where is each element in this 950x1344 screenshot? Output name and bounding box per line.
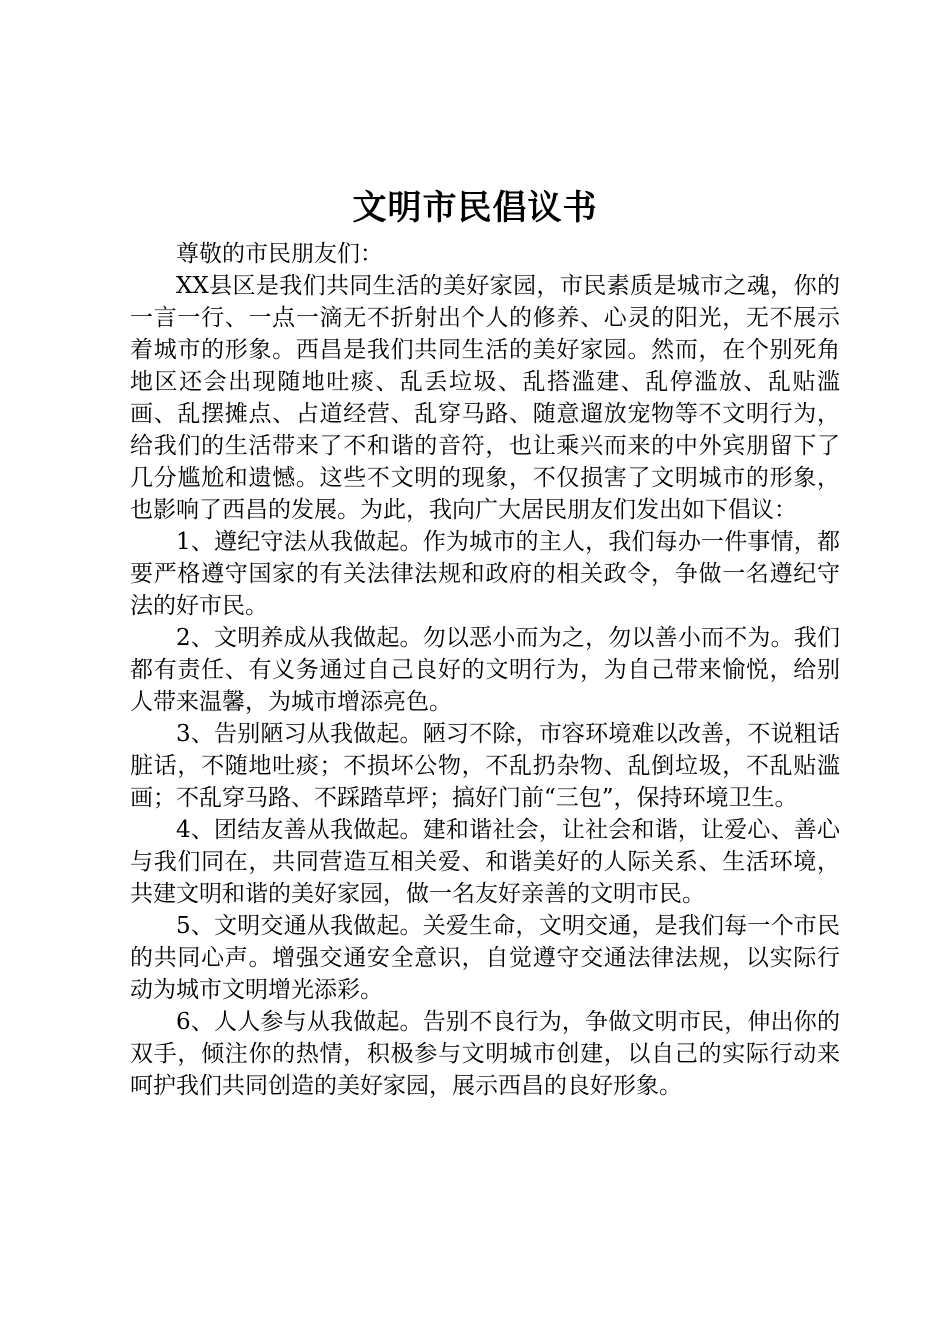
paragraph-item-2: 2、文明养成从我做起。勿以恶小而为之，勿以善小而不为。我们都有责任、有义务通过自己良好的文明行为，为自己带来愉悦，给别人带来温馨，为城市增添亮色。 <box>130 625 840 715</box>
paragraph-item-5: 5、文明交通从我做起。关爱生命，文明交通，是我们每一个市民的共同心声。增强交通安全意识，自觉遵守交通法律法规，以实际行动为城市文明增光添彩。 <box>130 913 840 1003</box>
document-title: 文明市民倡议书 <box>352 188 598 228</box>
greeting: 尊敬的市民朋友们： <box>176 241 383 267</box>
paragraph-item-4: 4、团结友善从我做起。建和谐社会，让社会和谐，让爱心、善心与我们同在，共同营造互相关爱、和谐美好的人际关系、生活环境，共建文明和谐的美好家园，做一名友好亲善的文明市民。 <box>130 817 840 907</box>
paragraph-intro: XX县区是我们共同生活的美好家园，市民素质是城市之魂，你的一言一行、一点一滴无不折射出个人的修养、心灵的阳光，无不展示着城市的形象。西昌是我们共同生活的美好家园。然而，在个别死角地区还会出现随地吐痰、乱丢垃圾、乱搭滥建、乱停滥放、乱贴滥画、乱摆摊点、占道经营、乱穿马路、随意遛放宠物等不文明行为，给我们的生活带来了不和谐的音符，也让乘兴而来的中外宾朋留下了几分尴尬和遗憾。这些不文明的现象，不仅损害了文明城市的形象，也影响了西昌的发展。为此，我向广大居民朋友们发出如下倡议： <box>130 273 840 523</box>
paragraph-item-3: 3、告别陋习从我做起。陋习不除，市容环境难以改善，不说粗话脏话，不随地吐痰；不损坏公物，不乱扔杂物、乱倒垃圾，不乱贴滥画；不乱穿马路、不踩踏草坪；搞好门前“三包”，保持环境卫生。 <box>130 721 840 811</box>
document-body <box>130 238 840 1102</box>
paragraph-item-1: 1、遵纪守法从我做起。作为城市的主人，我们每办一件事情，都要严格遵守国家的有关法律法规和政府的相关政令，争做一名遵纪守法的好市民。 <box>130 529 840 619</box>
paragraph-item-6: 6、人人参与从我做起。告别不良行为，争做文明市民，伸出你的双手，倾注你的热情，积极参与文明城市创建，以自己的实际行动来呵护我们共同创造的美好家园，展示西昌的良好形象。 <box>130 1009 840 1099</box>
